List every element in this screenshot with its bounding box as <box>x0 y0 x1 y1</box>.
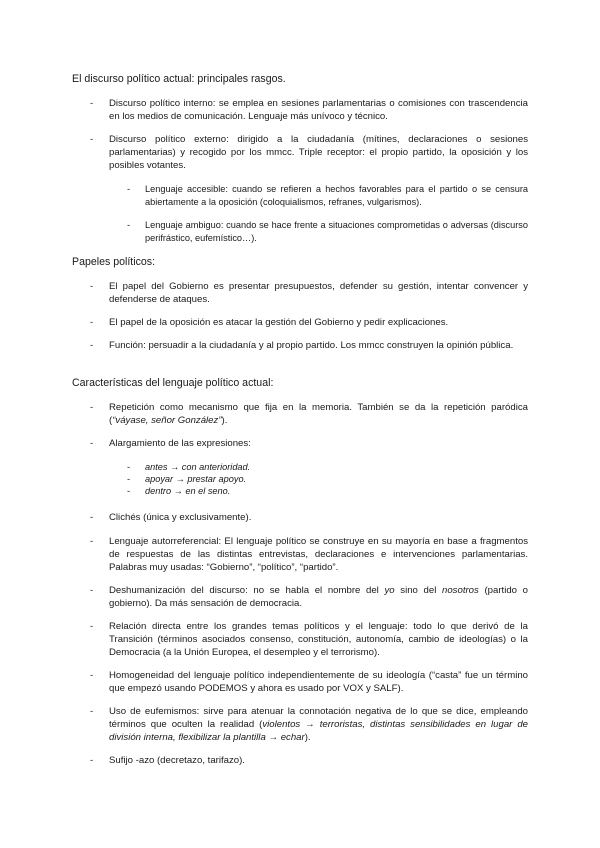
text-run-italic: yo <box>384 585 395 596</box>
list-bullet: - <box>127 462 131 473</box>
list-item-lenguaje-ambiguo: Lenguaje ambiguo: cuando se hace frente a situaciones comprometidas o adversas (discurso perifrástico, eufemístico…). <box>145 220 528 243</box>
example-antes: antes → con anterioridad. <box>145 462 251 472</box>
text-run: Deshumanización del discurso: no se habla el nombre del <box>109 585 385 596</box>
list-item-papel-oposicion: El papel de la oposición es atacar la gestión del Gobierno y pedir explicaciones. <box>109 317 449 328</box>
list-item-papel-gobierno: El papel del Gobierno es presentar presupuestos, defender su gestión, intentar convencer y defenderse de ataques. <box>109 281 528 306</box>
text-run-italic: nosotros <box>442 585 479 596</box>
list-item-discurso-interno: Discurso político interno: se emplea en sesiones parlamentarias o comisiones con trascendencia en los medios de comunicación. Lenguaje más unívoco y técnico. <box>109 98 528 123</box>
text-run: (partido o gobierno). Da más sensación de democracia. <box>109 585 528 610</box>
list-bullet: - <box>127 486 131 497</box>
list-item-deshumanizacion <box>109 584 528 610</box>
list-bullet: - <box>90 512 94 523</box>
list-bullet: - <box>90 134 94 145</box>
list-bullet: - <box>127 184 131 195</box>
list-item-sufijo: Sufijo -azo (decretazo, tarifazo). <box>109 755 245 766</box>
list-bullet: - <box>90 585 94 596</box>
list-bullet: - <box>90 706 94 717</box>
text-run: Repetición como mecanismo que fija en la memoria. También se da la repetición paródica ( <box>109 402 528 427</box>
list-bullet: - <box>90 98 94 109</box>
text-run-italic: violentos → terroristas, distintas sensibilidades en lugar de división interna, flexibilizar la plantilla → echar <box>109 719 528 744</box>
list-bullet: - <box>90 402 94 413</box>
list-item-alargamiento: Alargamiento de las expresiones: <box>109 438 251 449</box>
list-item-lenguaje-accesible: Lenguaje accesible: cuando se refieren a hechos favorables para el partido o se censura abiertamente a la oposición (coloquialismos, refranes, vulgarismos). <box>145 184 528 207</box>
text-run: ). <box>304 732 311 744</box>
list-item-eufemismos <box>109 705 528 745</box>
list-item-autorreferencial: Lenguaje autorreferencial: El lenguaje político se construye en su mayoría en base a fragmentos de respuestas de las distintas entrevistas, declaraciones e intervenciones parlamentarias. Palabras muy usadas: “Gobierno”, “político”, “partido”. <box>109 536 528 574</box>
example-dentro: dentro → en el seno. <box>145 486 231 496</box>
list-item-funcion: Función: persuadir a la ciudadanía y al propio partido. Los mmcc construyen la opinión pública. <box>109 340 514 351</box>
list-bullet: - <box>90 281 94 292</box>
example-apoyar: apoyar → prestar apoyo. <box>145 474 247 484</box>
list-bullet: - <box>90 755 94 766</box>
list-bullet: - <box>90 317 94 328</box>
list-bullet: - <box>127 220 131 231</box>
list-bullet: - <box>127 474 131 485</box>
section-heading-caracteristicas: Características del lenguaje político actual: <box>72 377 274 389</box>
list-bullet: - <box>90 536 94 547</box>
text-run: Uso de eufemismos: sirve para atenuar la connotación negativa de lo que se dice, empleando términos que oculten la realidad ( <box>109 706 528 731</box>
list-bullet: - <box>90 438 94 449</box>
section-heading-papeles: Papeles políticos: <box>72 256 156 268</box>
list-bullet: - <box>90 621 94 632</box>
list-item-cliches: Clichés (única y exclusivamente). <box>109 512 252 523</box>
list-item-discurso-externo: Discurso político externo: dirigido a la ciudadanía (mítines, declaraciones o sesiones parlamentarias) y recogido por los mmcc. Triple receptor: el propio partido, la oposición y los posibles votantes. <box>109 134 528 172</box>
section-heading-discurso: El discurso político actual: principales rasgos. <box>72 73 286 85</box>
list-bullet: - <box>90 340 94 351</box>
text-run: sino del <box>394 585 443 596</box>
list-item-relacion-temas: Relación directa entre los grandes temas políticos y el lenguaje: todo lo que derivó de la Transición (términos asociados consenso, constitución, autonomía, cambio de ideologías) o la Democracia (a la Unión Europea, el desempleo y el terrorismo). <box>109 621 528 659</box>
text-run-italic: “váyase, señor González” <box>112 415 222 427</box>
list-item-repeticion <box>109 401 528 427</box>
list-item-homogeneidad: Homogeneidad del lenguaje político independientemente de su ideología (“casta” fue un término que empezó usando PODEMOS y ahora es usado por VOX y SALF). <box>109 670 528 695</box>
list-bullet: - <box>90 670 94 681</box>
text-run: ). <box>221 415 228 427</box>
